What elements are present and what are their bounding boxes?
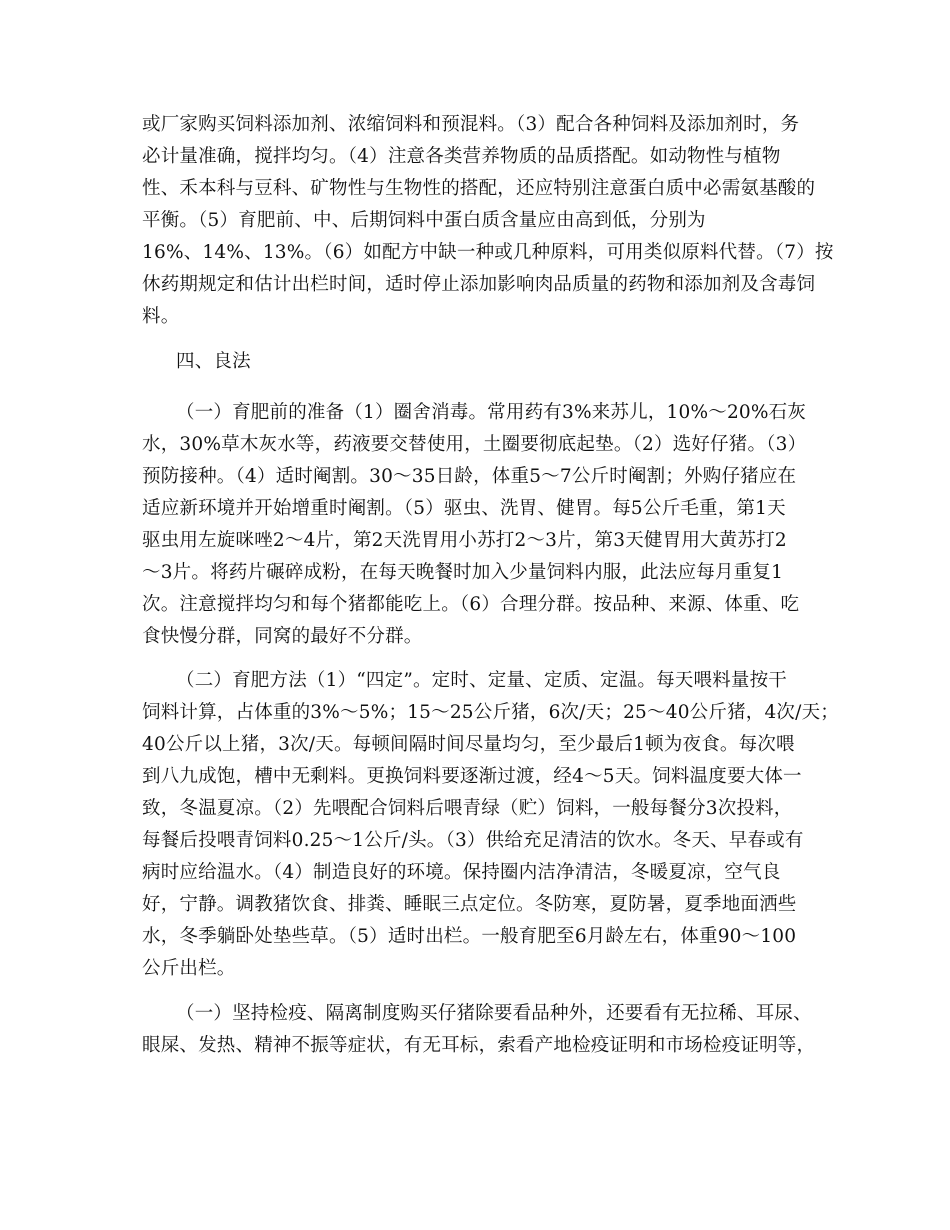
text-line: 驱虫用左旋咪唑2～4片，第2天洗胃用小苏打2～3片，第3天健胃用大黄苏打2 — [142, 530, 787, 551]
text-line: 休药期规定和估计出栏时间，适时停止添加影响肉品质量的药物和添加剂及含毒饲 — [142, 274, 816, 295]
text-line: 每餐后投喂青饲料0.25～1公斤/头。（3）供给充足清洁的饮水。冬天、早春或有 — [142, 830, 804, 851]
text-line: 适应新环境并开始增重时阉割。（5）驱虫、洗胃、健胃。每5公斤毛重，第1天 — [142, 498, 786, 519]
text-line: （二）育肥方法（1）“四定”。定时、定量、定质、定温。每天喂料量按干 — [176, 670, 787, 691]
text-line: 致，冬温夏凉。（2）先喂配合饲料后喂青绿（贮）饲料，一般每餐分3次投料， — [142, 798, 793, 819]
text-line: 次。注意搅拌均匀和每个猪都能吃上。（6）合理分群。按品种、来源、体重、吃 — [142, 594, 800, 615]
text-line: 预防接种。（4）适时阉割。30～35日龄，体重5～7公斤时阉割；外购仔猪应在 — [142, 466, 797, 487]
text-line: 料。 — [142, 306, 180, 327]
text-line: 到八九成饱，槽中无剩料。更换饲料要逐渐过渡，经4～5天。饲料温度要大体一 — [142, 766, 802, 787]
text-line: 眼屎、发热、精神不振等症状，有无耳标，索看产地检疫证明和市场检疫证明等， — [142, 1035, 816, 1056]
text-line: 水，冬季躺卧处垫些草。（5）适时出栏。一般育肥至6月龄左右，体重90～100 — [142, 926, 797, 947]
text-line: 性、禾本科与豆科、矿物性与生物性的搭配，还应特别注意蛋白质中必需氨基酸的 — [142, 178, 816, 199]
section-heading: 四、良法 — [176, 351, 251, 372]
text-line: 病时应给温水。（4）制造良好的环境。保持圈内洁净清洁，冬暖夏凉，空气良 — [142, 862, 781, 883]
text-line: 饲料计算，占体重的3%～5%；15～25公斤猪，6次/天；25～40公斤猪，4次/天； — [142, 702, 839, 723]
text-line: ～3片。将药片碾碎成粉，在每天晚餐时加入少量饲料内服，此法应每月重复1 — [142, 562, 784, 583]
text-line: 40公斤以上猪，3次/天。每顿间隔时间尽量均匀，至少最后1顿为夜食。每次喂 — [142, 734, 795, 755]
text-line: 16%、14%、13%。（6）如配方中缺一种或几种原料，可用类似原料代替。（7）按 — [142, 242, 834, 263]
text-line: 食快慢分群，同窝的最好不分群。 — [142, 626, 423, 647]
text-line: 水，30%草木灰水等，药液要交替使用，土圈要彻底起垫。（2）选好仔猪。（3） — [142, 434, 807, 455]
text-line: （一）育肥前的准备（1）圈舍消毒。常用药有3%来苏儿，10%～20%石灰 — [176, 402, 807, 423]
text-line: 必计量准确，搅拌均匀。（4）注意各类营养物质的品质搭配。如动物性与植物 — [142, 146, 781, 167]
text-line: 好，宁静。调教猪饮食、排粪、睡眠三点定位。冬防寒，夏防暑，夏季地面洒些 — [142, 894, 797, 915]
text-line: 平衡。（5）育肥前、中、后期饲料中蛋白质含量应由高到低，分别为 — [142, 210, 706, 231]
text-line: 或厂家购买饲料添加剂、浓缩饲料和预混料。（3）配合各种饲料及添加剂时，务 — [142, 114, 800, 135]
text-line: （一）坚持检疫、隔离制度购买仔猪除要看品种外，还要看有无拉稀、耳尿、 — [176, 1003, 812, 1024]
text-line: 公斤出栏。 — [142, 958, 236, 979]
